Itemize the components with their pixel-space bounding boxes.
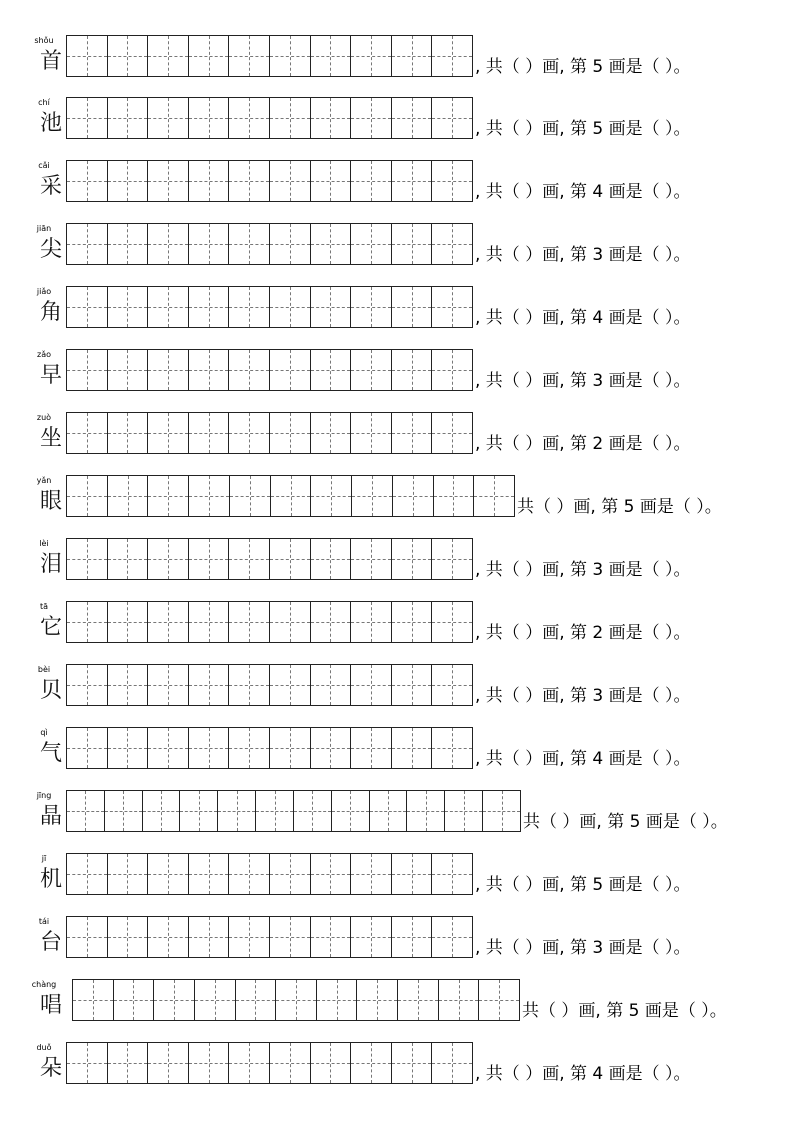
- stroke-question: , 共（ ）画, 第 4 画是（ ）。: [475, 1064, 691, 1084]
- writing-cell[interactable]: [391, 1043, 432, 1083]
- writing-cell[interactable]: [310, 602, 351, 642]
- writing-cell[interactable]: [392, 476, 433, 516]
- writing-cell[interactable]: [350, 539, 391, 579]
- writing-cell[interactable]: [269, 539, 310, 579]
- writing-grid[interactable]: [66, 1042, 473, 1084]
- writing-cell[interactable]: [391, 350, 432, 390]
- writing-cell[interactable]: [431, 224, 472, 264]
- writing-cell[interactable]: [147, 224, 188, 264]
- writing-cell[interactable]: [431, 98, 472, 138]
- writing-cell[interactable]: [188, 161, 229, 201]
- writing-cell[interactable]: [228, 728, 269, 768]
- writing-cell[interactable]: [431, 36, 472, 76]
- writing-cell[interactable]: [188, 350, 229, 390]
- writing-cell[interactable]: [438, 980, 479, 1020]
- stroke-question: , 共（ ）画, 第 4 画是（ ）。: [475, 308, 691, 328]
- stroke-question: , 共（ ）画, 第 2 画是（ ）。: [475, 434, 691, 454]
- writing-cell[interactable]: [73, 980, 113, 1020]
- writing-grid[interactable]: [66, 412, 473, 454]
- writing-cell[interactable]: [350, 98, 391, 138]
- writing-cell[interactable]: [217, 791, 255, 831]
- pinyin-label: shǒu: [34, 36, 54, 45]
- writing-cell[interactable]: [269, 350, 310, 390]
- writing-cell[interactable]: [228, 36, 269, 76]
- writing-cell[interactable]: [147, 287, 188, 327]
- stroke-question: 共（ ）画, 第 5 画是（ ）。: [523, 812, 728, 832]
- writing-cell[interactable]: [431, 161, 472, 201]
- writing-cell[interactable]: [269, 287, 310, 327]
- writing-grid[interactable]: [66, 475, 515, 517]
- writing-cell[interactable]: [310, 476, 351, 516]
- writing-cell[interactable]: [228, 224, 269, 264]
- writing-cell[interactable]: [269, 413, 310, 453]
- writing-cell[interactable]: [188, 854, 229, 894]
- writing-cell[interactable]: [67, 539, 107, 579]
- writing-cell[interactable]: [350, 224, 391, 264]
- hanzi-character: 首: [40, 49, 63, 74]
- writing-cell[interactable]: [391, 224, 432, 264]
- writing-cell[interactable]: [107, 728, 148, 768]
- writing-cell[interactable]: [67, 224, 107, 264]
- pinyin-label: yǎn: [36, 476, 52, 485]
- writing-cell[interactable]: [107, 224, 148, 264]
- pinyin-label: zǎo: [37, 350, 51, 359]
- writing-cell[interactable]: [228, 161, 269, 201]
- writing-cell[interactable]: [351, 476, 392, 516]
- writing-cell[interactable]: [473, 476, 514, 516]
- worksheet-row: [0, 352, 800, 400]
- writing-cell[interactable]: [431, 728, 472, 768]
- writing-cell[interactable]: [310, 413, 351, 453]
- writing-cell[interactable]: [147, 350, 188, 390]
- writing-cell[interactable]: [310, 224, 351, 264]
- stroke-question: , 共（ ）画, 第 3 画是（ ）。: [475, 938, 691, 958]
- writing-cell[interactable]: [482, 791, 520, 831]
- writing-cell[interactable]: [228, 98, 269, 138]
- writing-cell[interactable]: [391, 665, 432, 705]
- writing-cell[interactable]: [228, 602, 269, 642]
- writing-cell[interactable]: [67, 665, 107, 705]
- writing-cell[interactable]: [188, 917, 229, 957]
- writing-cell[interactable]: [431, 413, 472, 453]
- writing-cell[interactable]: [350, 413, 391, 453]
- writing-grid[interactable]: [66, 35, 473, 77]
- pinyin-label: qì: [40, 728, 48, 737]
- worksheet-row: [0, 730, 800, 778]
- writing-cell[interactable]: [67, 728, 107, 768]
- writing-grid[interactable]: [66, 349, 473, 391]
- writing-cell[interactable]: [269, 36, 310, 76]
- writing-cell[interactable]: [397, 980, 438, 1020]
- hanzi-character: 晶: [40, 804, 63, 829]
- writing-cell[interactable]: [179, 791, 217, 831]
- hanzi-character: 角: [40, 300, 63, 325]
- writing-cell[interactable]: [310, 665, 351, 705]
- stroke-question: , 共（ ）画, 第 5 画是（ ）。: [475, 119, 691, 139]
- writing-cell[interactable]: [270, 476, 311, 516]
- pinyin-label: chàng: [31, 980, 57, 989]
- hanzi-character: 机: [40, 867, 63, 892]
- writing-cell[interactable]: [188, 413, 229, 453]
- hanzi-character: 唱: [40, 993, 63, 1018]
- stroke-question: , 共（ ）画, 第 2 画是（ ）。: [475, 623, 691, 643]
- writing-cell[interactable]: [391, 36, 432, 76]
- writing-cell[interactable]: [67, 287, 107, 327]
- writing-cell[interactable]: [188, 1043, 229, 1083]
- worksheet-row: [0, 541, 800, 589]
- writing-cell[interactable]: [356, 980, 397, 1020]
- writing-cell[interactable]: [188, 224, 229, 264]
- writing-cell[interactable]: [369, 791, 407, 831]
- writing-cell[interactable]: [147, 917, 188, 957]
- worksheet-row: [0, 289, 800, 337]
- writing-grid[interactable]: [66, 97, 473, 139]
- writing-cell[interactable]: [107, 350, 148, 390]
- writing-cell[interactable]: [391, 413, 432, 453]
- writing-cell[interactable]: [147, 854, 188, 894]
- writing-cell[interactable]: [391, 287, 432, 327]
- writing-cell[interactable]: [147, 539, 188, 579]
- pinyin-label: jīng: [36, 791, 52, 800]
- worksheet-row: [0, 793, 800, 841]
- writing-cell[interactable]: [269, 224, 310, 264]
- writing-cell[interactable]: [107, 1043, 148, 1083]
- stroke-question: , 共（ ）画, 第 5 画是（ ）。: [475, 57, 691, 77]
- writing-cell[interactable]: [142, 791, 180, 831]
- writing-cell[interactable]: [478, 980, 519, 1020]
- stroke-question: , 共（ ）画, 第 3 画是（ ）。: [475, 371, 691, 391]
- writing-cell[interactable]: [107, 161, 148, 201]
- worksheet-row: [0, 667, 800, 715]
- writing-cell[interactable]: [229, 476, 270, 516]
- pinyin-label: lèi: [39, 539, 49, 548]
- writing-cell[interactable]: [444, 791, 482, 831]
- writing-cell[interactable]: [431, 665, 472, 705]
- writing-cell[interactable]: [67, 602, 107, 642]
- writing-cell[interactable]: [67, 854, 107, 894]
- writing-cell[interactable]: [188, 98, 229, 138]
- writing-cell[interactable]: [310, 36, 351, 76]
- hanzi-character: 早: [40, 363, 63, 388]
- writing-cell[interactable]: [228, 350, 269, 390]
- writing-cell[interactable]: [228, 854, 269, 894]
- writing-cell[interactable]: [293, 791, 331, 831]
- hanzi-character: 台: [40, 930, 63, 955]
- writing-cell[interactable]: [431, 350, 472, 390]
- worksheet-row: [0, 982, 800, 1030]
- stroke-question: , 共（ ）画, 第 4 画是（ ）。: [475, 182, 691, 202]
- writing-cell[interactable]: [107, 854, 148, 894]
- writing-cell[interactable]: [147, 1043, 188, 1083]
- writing-cell[interactable]: [310, 350, 351, 390]
- writing-cell[interactable]: [188, 728, 229, 768]
- writing-cell[interactable]: [228, 917, 269, 957]
- writing-cell[interactable]: [310, 854, 351, 894]
- writing-cell[interactable]: [275, 980, 316, 1020]
- writing-cell[interactable]: [269, 98, 310, 138]
- writing-grid[interactable]: [66, 160, 473, 202]
- writing-cell[interactable]: [107, 413, 148, 453]
- pinyin-label: duǒ: [36, 1043, 52, 1052]
- writing-cell[interactable]: [107, 36, 148, 76]
- writing-cell[interactable]: [391, 854, 432, 894]
- pinyin-label: jiān: [36, 224, 52, 233]
- writing-cell[interactable]: [147, 476, 188, 516]
- writing-cell[interactable]: [67, 350, 107, 390]
- writing-cell[interactable]: [433, 476, 474, 516]
- hanzi-character: 采: [40, 174, 63, 199]
- writing-grid[interactable]: [66, 853, 473, 895]
- hanzi-character: 朵: [40, 1056, 63, 1081]
- writing-cell[interactable]: [431, 1043, 472, 1083]
- writing-cell[interactable]: [67, 791, 104, 831]
- writing-cell[interactable]: [310, 161, 351, 201]
- writing-cell[interactable]: [310, 917, 351, 957]
- stroke-question: 共（ ）画, 第 5 画是（ ）。: [517, 497, 722, 517]
- writing-cell[interactable]: [350, 350, 391, 390]
- writing-cell[interactable]: [188, 539, 229, 579]
- writing-grid[interactable]: [66, 286, 473, 328]
- writing-cell[interactable]: [228, 1043, 269, 1083]
- writing-cell[interactable]: [113, 980, 154, 1020]
- writing-cell[interactable]: [255, 791, 293, 831]
- writing-cell[interactable]: [269, 854, 310, 894]
- writing-cell[interactable]: [107, 539, 148, 579]
- writing-grid[interactable]: [66, 916, 473, 958]
- worksheet-row: [0, 163, 800, 211]
- writing-cell[interactable]: [350, 665, 391, 705]
- hanzi-character: 池: [40, 111, 63, 136]
- worksheet-row: [0, 856, 800, 904]
- writing-cell[interactable]: [391, 602, 432, 642]
- writing-cell[interactable]: [228, 539, 269, 579]
- writing-cell[interactable]: [431, 287, 472, 327]
- writing-cell[interactable]: [391, 161, 432, 201]
- stroke-question: , 共（ ）画, 第 3 画是（ ）。: [475, 560, 691, 580]
- writing-cell[interactable]: [194, 980, 235, 1020]
- stroke-question: , 共（ ）画, 第 3 画是（ ）。: [475, 245, 691, 265]
- writing-cell[interactable]: [310, 287, 351, 327]
- writing-cell[interactable]: [147, 602, 188, 642]
- writing-cell[interactable]: [431, 539, 472, 579]
- writing-cell[interactable]: [316, 980, 357, 1020]
- writing-cell[interactable]: [431, 917, 472, 957]
- writing-cell[interactable]: [391, 98, 432, 138]
- writing-cell[interactable]: [107, 98, 148, 138]
- pinyin-label: jiǎo: [36, 287, 52, 296]
- stroke-question: 共（ ）画, 第 5 画是（ ）。: [522, 1001, 727, 1021]
- writing-cell[interactable]: [188, 287, 229, 327]
- stroke-question: , 共（ ）画, 第 4 画是（ ）。: [475, 749, 691, 769]
- writing-grid[interactable]: [66, 223, 473, 265]
- writing-cell[interactable]: [406, 791, 444, 831]
- writing-cell[interactable]: [67, 917, 107, 957]
- writing-cell[interactable]: [228, 287, 269, 327]
- writing-cell[interactable]: [350, 602, 391, 642]
- worksheet-row: [0, 919, 800, 967]
- writing-cell[interactable]: [269, 665, 310, 705]
- pinyin-label: cǎi: [38, 161, 50, 170]
- pinyin-label: tā: [39, 602, 49, 611]
- pinyin-label: bèi: [37, 665, 51, 674]
- writing-cell[interactable]: [67, 1043, 107, 1083]
- writing-cell[interactable]: [107, 602, 148, 642]
- writing-cell[interactable]: [269, 602, 310, 642]
- pinyin-label: chí: [38, 98, 50, 107]
- writing-cell[interactable]: [310, 98, 351, 138]
- writing-cell[interactable]: [350, 287, 391, 327]
- stroke-question: , 共（ ）画, 第 5 画是（ ）。: [475, 875, 691, 895]
- writing-cell[interactable]: [350, 36, 391, 76]
- writing-cell[interactable]: [350, 161, 391, 201]
- worksheet-row: [0, 415, 800, 463]
- writing-grid[interactable]: [66, 790, 521, 832]
- writing-grid[interactable]: [66, 664, 473, 706]
- writing-cell[interactable]: [228, 665, 269, 705]
- writing-grid[interactable]: [66, 538, 473, 580]
- writing-cell[interactable]: [107, 917, 148, 957]
- worksheet-row: [0, 478, 800, 526]
- writing-cell[interactable]: [147, 36, 188, 76]
- writing-cell[interactable]: [107, 665, 148, 705]
- writing-cell[interactable]: [147, 413, 188, 453]
- stroke-question: , 共（ ）画, 第 3 画是（ ）。: [475, 686, 691, 706]
- writing-cell[interactable]: [310, 539, 351, 579]
- writing-cell[interactable]: [391, 539, 432, 579]
- writing-cell[interactable]: [228, 413, 269, 453]
- writing-cell[interactable]: [188, 476, 229, 516]
- writing-cell[interactable]: [67, 476, 107, 516]
- pinyin-label: tái: [38, 917, 50, 926]
- hanzi-character: 眼: [40, 489, 63, 514]
- writing-cell[interactable]: [188, 665, 229, 705]
- writing-grid[interactable]: [66, 727, 473, 769]
- writing-cell[interactable]: [147, 665, 188, 705]
- writing-cell[interactable]: [391, 728, 432, 768]
- worksheet-row: [0, 38, 800, 86]
- hanzi-character: 贝: [40, 678, 63, 703]
- pinyin-label: jī: [41, 854, 47, 863]
- worksheet-row: [0, 1045, 800, 1093]
- hanzi-character: 泪: [40, 552, 63, 577]
- writing-cell[interactable]: [147, 98, 188, 138]
- writing-cell[interactable]: [310, 728, 351, 768]
- writing-cell[interactable]: [431, 854, 472, 894]
- hanzi-character: 尖: [40, 237, 63, 262]
- writing-cell[interactable]: [269, 1043, 310, 1083]
- writing-cell[interactable]: [67, 413, 107, 453]
- pinyin-label: zuò: [36, 413, 52, 422]
- hanzi-character: 坐: [40, 426, 63, 451]
- writing-cell[interactable]: [350, 917, 391, 957]
- writing-cell[interactable]: [331, 791, 369, 831]
- writing-cell[interactable]: [188, 36, 229, 76]
- writing-cell[interactable]: [67, 36, 107, 76]
- writing-grid[interactable]: [66, 601, 473, 643]
- writing-cell[interactable]: [391, 917, 432, 957]
- writing-grid[interactable]: [72, 979, 520, 1021]
- writing-cell[interactable]: [67, 161, 107, 201]
- worksheet-row: [0, 100, 800, 148]
- worksheet-row: [0, 604, 800, 652]
- writing-cell[interactable]: [147, 161, 188, 201]
- writing-cell[interactable]: [431, 602, 472, 642]
- writing-cell[interactable]: [235, 980, 276, 1020]
- writing-cell[interactable]: [350, 854, 391, 894]
- hanzi-character: 它: [40, 615, 63, 640]
- writing-cell[interactable]: [104, 791, 142, 831]
- writing-cell[interactable]: [350, 1043, 391, 1083]
- writing-cell[interactable]: [153, 980, 194, 1020]
- worksheet-row: [0, 226, 800, 274]
- writing-cell[interactable]: [67, 98, 107, 138]
- writing-cell[interactable]: [188, 602, 229, 642]
- writing-cell[interactable]: [350, 728, 391, 768]
- writing-cell[interactable]: [269, 728, 310, 768]
- writing-cell[interactable]: [107, 287, 148, 327]
- writing-cell[interactable]: [147, 728, 188, 768]
- writing-cell[interactable]: [107, 476, 148, 516]
- writing-cell[interactable]: [310, 1043, 351, 1083]
- writing-cell[interactable]: [269, 161, 310, 201]
- writing-cell[interactable]: [269, 917, 310, 957]
- hanzi-character: 气: [40, 741, 63, 766]
